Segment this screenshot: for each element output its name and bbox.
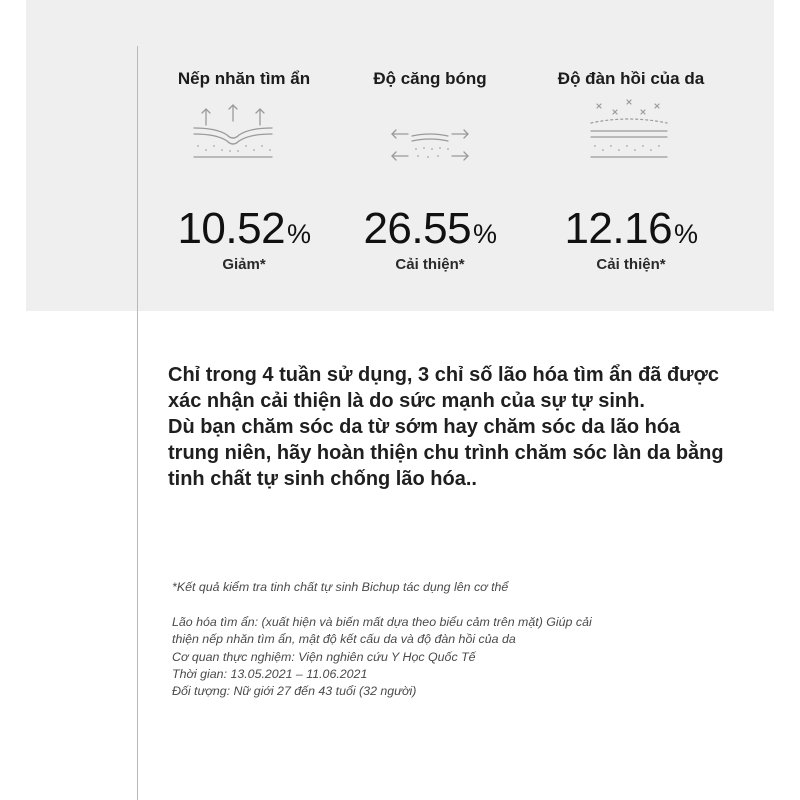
skin-elasticity-icon: [579, 95, 683, 165]
metric-number: 26.55: [363, 204, 472, 253]
metric-title: Nếp nhăn tìm ẩn: [177, 69, 311, 88]
metric-title: Độ căng bóng: [373, 69, 487, 88]
institute-note: Cơ quan thực nghiệm: Viện nghiên cứu Y Học Quốc Tế: [172, 649, 476, 664]
summary-text: [168, 362, 728, 492]
metric-number: 10.52: [177, 204, 286, 253]
metric-value: [531, 203, 731, 260]
metric-caption: Giảm*: [222, 256, 266, 273]
metric-caption: Cải thiện*: [596, 256, 666, 273]
metric-value: [330, 203, 530, 260]
subjects-note: Đối tượng: Nữ giới 27 đến 43 tuổi (32 người): [172, 684, 417, 699]
footnote: *Kết quả kiểm tra tinh chất tự sinh Bichup tác dụng lên cơ thể: [172, 580, 509, 594]
summary-paragraph: Chỉ trong 4 tuần sử dụng, 3 chỉ số lão hóa tìm ẩn đã được xác nhận cải thiện là do sức mạnh của sự tự sinh.: [168, 364, 720, 412]
metric-title: Độ đàn hồi của da: [557, 69, 705, 88]
metric-value: [144, 203, 344, 260]
metric-unit: %: [674, 219, 698, 249]
study-notes: [172, 579, 612, 700]
metric-unit: %: [473, 219, 497, 249]
skin-firmness-icon: [378, 95, 482, 165]
vertical-divider: [137, 46, 138, 800]
summary-paragraph: Dù bạn chăm sóc da từ sớm hay chăm sóc da lão hóa trung niên, hãy hoàn thiện chu trình chăm sóc làn da bằng tinh chất tự sinh chống lão hóa..: [168, 416, 724, 490]
definition-note: Lão hóa tìm ẩn: (xuất hiện và biến mất dựa theo biểu cảm trên mặt) Giúp cải thiện nếp nhăn tìm ẩn, mật độ kết cấu da và độ đàn hồi của da: [172, 615, 592, 647]
skin-wrinkle-lift-icon: [192, 95, 296, 165]
metric-number: 12.16: [564, 204, 673, 253]
metric-caption: Cải thiện*: [395, 256, 465, 273]
period-note: Thời gian: 13.05.2021 – 11.06.2021: [172, 666, 368, 681]
metric-unit: %: [287, 219, 311, 249]
